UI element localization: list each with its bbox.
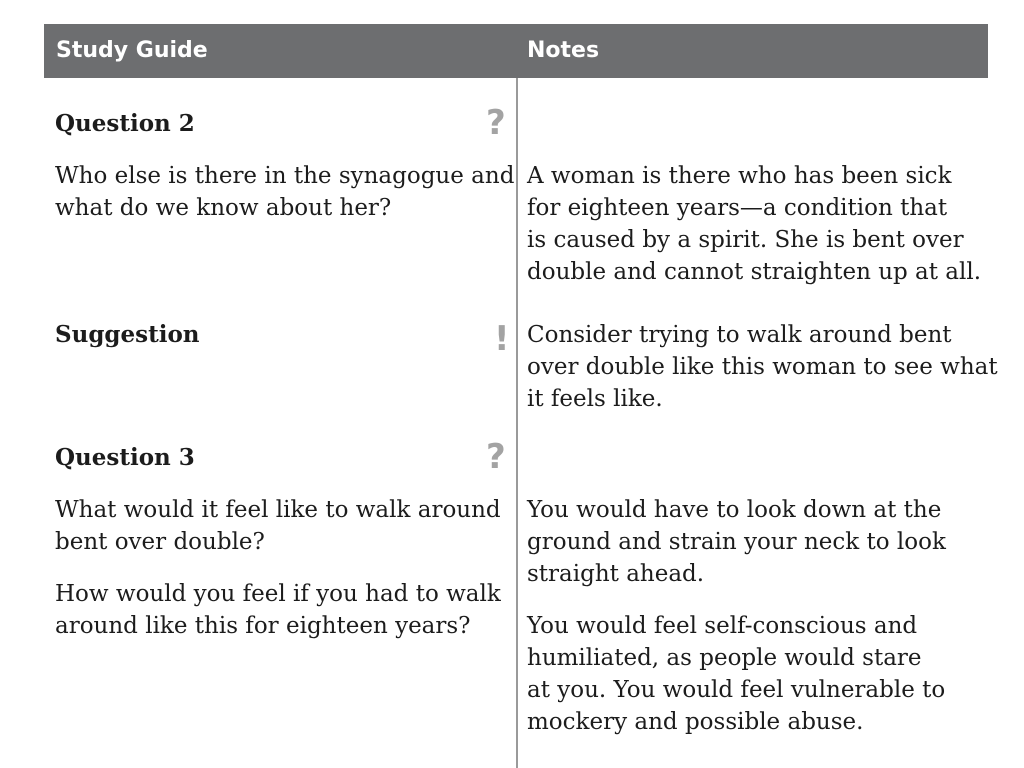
suggestion-title: Suggestion	[55, 321, 200, 348]
answer-3-line: mockery and possible abuse.	[527, 709, 864, 735]
question-2-answer	[527, 160, 997, 288]
question-3-answer-2	[527, 610, 997, 738]
question-3-line: around like this for eighteen years?	[55, 613, 471, 639]
exclamation-mark-icon: !	[494, 319, 510, 359]
question-2-line: Who else is there in the synagogue and	[55, 163, 515, 189]
question-3-line: How would you feel if you had to walk	[55, 581, 501, 607]
notes-heading: Notes	[527, 38, 600, 63]
answer-3-line: at you. You would feel vulnerable to	[527, 677, 946, 703]
answer-3-line: straight ahead.	[527, 561, 705, 587]
answer-2-line: A woman is there who has been sick	[527, 163, 952, 189]
answer-2-line: double and cannot straighten up at all.	[527, 259, 982, 285]
question-2-text	[55, 160, 515, 224]
question-3-title: Question 3	[55, 444, 195, 471]
column-divider	[516, 78, 518, 768]
question-2-title: Question 2	[55, 110, 195, 137]
answer-2-line: for eighteen years—a condition that	[527, 195, 948, 221]
answer-2-line: is caused by a spirit. She is bent over	[527, 227, 964, 253]
suggestion-line: Consider trying to walk around bent	[527, 322, 952, 348]
answer-3-line: humiliated, as people would stare	[527, 645, 922, 671]
answer-3-line: ground and strain your neck to look	[527, 529, 946, 555]
question-3-text-1	[55, 494, 510, 558]
question-3-line: What would it feel like to walk around	[55, 497, 501, 523]
answer-3-line: You would have to look down at the	[527, 497, 942, 523]
table-header	[44, 24, 988, 78]
suggestion-line: it feels like.	[527, 386, 663, 412]
answer-3-line: You would feel self-conscious and	[527, 613, 918, 639]
question-3-text-2	[55, 578, 510, 642]
question-3-answer-1	[527, 494, 997, 590]
suggestion-text	[527, 319, 997, 415]
study-guide-heading: Study Guide	[56, 38, 208, 63]
question-mark-icon: ?	[486, 437, 506, 477]
suggestion-line: over double like this woman to see what	[527, 354, 998, 380]
question-2-line: what do we know about her?	[55, 195, 392, 221]
question-mark-icon: ?	[486, 103, 506, 143]
question-3-line: bent over double?	[55, 529, 265, 555]
